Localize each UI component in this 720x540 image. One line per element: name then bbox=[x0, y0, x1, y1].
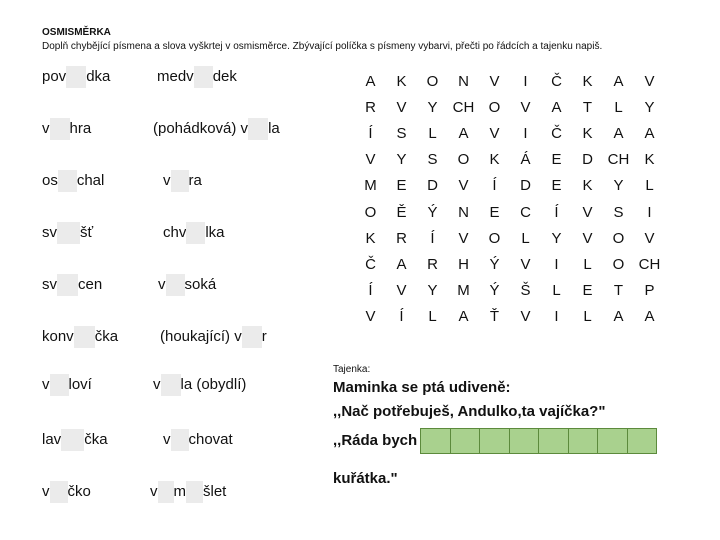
grid-cell[interactable]: Č bbox=[551, 124, 562, 142]
grid-cell[interactable]: A bbox=[458, 124, 469, 142]
missing-letter-field[interactable] bbox=[74, 326, 95, 348]
grid-cell[interactable]: Á bbox=[520, 151, 531, 169]
answer-end-text: kuřátka." bbox=[333, 470, 398, 487]
grid-cell[interactable]: Í bbox=[430, 229, 435, 247]
grid-cell[interactable]: K bbox=[582, 177, 593, 195]
grid-row bbox=[355, 120, 665, 146]
grid-cell[interactable]: O bbox=[488, 229, 501, 247]
answer-boxes bbox=[420, 428, 656, 454]
grid-cell[interactable]: A bbox=[613, 124, 624, 142]
grid-cell[interactable]: N bbox=[458, 203, 469, 221]
answer-box[interactable] bbox=[420, 428, 451, 454]
grid-cell[interactable]: V bbox=[365, 151, 376, 169]
word-search-grid bbox=[355, 68, 665, 330]
grid-cell[interactable]: I bbox=[554, 255, 559, 273]
question-line: Maminka se ptá udiveně: bbox=[333, 379, 511, 396]
grid-cell[interactable]: E bbox=[489, 203, 500, 221]
missing-letter-field[interactable] bbox=[57, 274, 78, 296]
missing-letter-field[interactable] bbox=[61, 429, 84, 451]
grid-cell[interactable]: D bbox=[520, 177, 531, 195]
grid-cell[interactable]: E bbox=[582, 282, 593, 300]
grid-cell[interactable]: V bbox=[644, 229, 655, 247]
grid-cell[interactable]: V bbox=[365, 308, 376, 326]
grid-row bbox=[355, 68, 665, 94]
grid-cell[interactable]: T bbox=[613, 282, 624, 300]
grid-row bbox=[355, 147, 665, 173]
word-item: chv lka bbox=[163, 222, 225, 244]
missing-letter-field[interactable] bbox=[57, 222, 80, 244]
missing-letter-field[interactable] bbox=[248, 118, 268, 140]
answer-box[interactable] bbox=[509, 428, 540, 454]
grid-cell[interactable]: K bbox=[582, 72, 593, 90]
word-item: (pohádková) v la bbox=[153, 118, 280, 140]
grid-cell[interactable]: CH bbox=[638, 255, 661, 273]
grid-cell[interactable]: CH bbox=[607, 151, 630, 169]
grid-cell[interactable]: I bbox=[647, 203, 652, 221]
missing-letter-field[interactable] bbox=[66, 66, 86, 88]
grid-cell[interactable]: K bbox=[644, 151, 655, 169]
grid-cell[interactable]: V bbox=[520, 98, 531, 116]
grid-cell[interactable]: V bbox=[582, 203, 593, 221]
missing-letter-field[interactable] bbox=[50, 481, 68, 503]
grid-cell[interactable]: H bbox=[458, 255, 469, 273]
grid-cell[interactable]: M bbox=[457, 282, 470, 300]
grid-cell[interactable]: L bbox=[614, 98, 623, 116]
grid-row bbox=[355, 251, 665, 277]
word-item: v hra bbox=[42, 118, 91, 140]
grid-cell[interactable]: Y bbox=[613, 177, 624, 195]
grid-cell[interactable]: E bbox=[551, 177, 562, 195]
grid-cell[interactable]: Ý bbox=[427, 203, 438, 221]
grid-cell[interactable]: V bbox=[489, 72, 500, 90]
word-item: v la (obydlí) bbox=[153, 374, 246, 396]
grid-cell[interactable]: V bbox=[396, 98, 407, 116]
grid-cell[interactable]: N bbox=[458, 72, 469, 90]
grid-cell[interactable]: A bbox=[613, 308, 624, 326]
grid-cell[interactable]: M bbox=[364, 177, 377, 195]
grid-cell[interactable]: CH bbox=[452, 98, 475, 116]
grid-cell[interactable]: O bbox=[612, 229, 625, 247]
grid-cell[interactable]: L bbox=[521, 229, 530, 247]
grid-cell[interactable]: L bbox=[645, 177, 654, 195]
grid-cell[interactable]: K bbox=[489, 151, 500, 169]
grid-cell[interactable]: K bbox=[582, 124, 593, 142]
grid-cell[interactable]: I bbox=[554, 308, 559, 326]
grid-cell[interactable]: R bbox=[365, 98, 376, 116]
grid-cell[interactable]: Y bbox=[551, 229, 562, 247]
missing-letter-field[interactable] bbox=[186, 222, 205, 244]
grid-cell[interactable]: E bbox=[551, 151, 562, 169]
answer-box[interactable] bbox=[627, 428, 658, 454]
missing-letter-field[interactable] bbox=[171, 429, 189, 451]
grid-cell[interactable]: L bbox=[428, 124, 437, 142]
grid-cell[interactable]: Ý bbox=[489, 255, 500, 273]
missing-letter-field[interactable] bbox=[50, 118, 70, 140]
grid-cell[interactable]: A bbox=[458, 308, 469, 326]
answer-box[interactable] bbox=[479, 428, 510, 454]
grid-cell[interactable]: V bbox=[520, 255, 531, 273]
grid-row bbox=[355, 199, 665, 225]
word-item: v soká bbox=[158, 274, 216, 296]
grid-cell[interactable]: D bbox=[582, 151, 593, 169]
grid-cell[interactable]: L bbox=[583, 308, 592, 326]
word-item: v ra bbox=[163, 170, 202, 192]
grid-cell[interactable]: Š bbox=[520, 282, 531, 300]
word-item: (houkající) v r bbox=[160, 326, 267, 348]
grid-cell[interactable]: Y bbox=[644, 98, 655, 116]
grid-cell[interactable]: R bbox=[427, 255, 438, 273]
word-item: konv čka bbox=[42, 326, 118, 348]
grid-cell[interactable]: L bbox=[552, 282, 561, 300]
grid-cell[interactable]: S bbox=[427, 151, 438, 169]
answer-box[interactable] bbox=[450, 428, 481, 454]
grid-cell[interactable]: Ě bbox=[396, 203, 407, 221]
grid-cell[interactable]: Ť bbox=[489, 308, 500, 326]
grid-cell[interactable]: I bbox=[523, 124, 528, 142]
grid-cell[interactable]: L bbox=[583, 255, 592, 273]
grid-cell[interactable]: K bbox=[396, 72, 407, 90]
grid-cell[interactable]: S bbox=[396, 124, 407, 142]
missing-letter-field[interactable] bbox=[194, 66, 213, 88]
grid-cell[interactable]: Y bbox=[396, 151, 407, 169]
grid-cell[interactable]: R bbox=[396, 229, 407, 247]
grid-cell[interactable]: V bbox=[644, 72, 655, 90]
word-item: os chal bbox=[42, 170, 104, 192]
grid-cell[interactable]: Y bbox=[427, 98, 438, 116]
missing-letter-field[interactable] bbox=[50, 374, 69, 396]
missing-letter-field[interactable] bbox=[186, 481, 203, 503]
grid-cell[interactable]: Í bbox=[399, 308, 404, 326]
answer-box[interactable] bbox=[568, 428, 599, 454]
grid-row bbox=[355, 278, 665, 304]
answer-start-text: ,,Ráda bych bbox=[333, 432, 418, 449]
grid-cell[interactable]: Í bbox=[368, 282, 373, 300]
grid-cell[interactable]: V bbox=[396, 282, 407, 300]
missing-letter-field[interactable] bbox=[166, 274, 185, 296]
grid-cell[interactable]: O bbox=[364, 203, 377, 221]
grid-cell[interactable]: O bbox=[457, 151, 470, 169]
grid-cell[interactable]: V bbox=[489, 124, 500, 142]
word-item: pov dka bbox=[42, 66, 110, 88]
missing-letter-field[interactable] bbox=[242, 326, 262, 348]
grid-cell[interactable]: D bbox=[427, 177, 438, 195]
question-line: ,,Nač potřebuješ, Andulko,ta vajíčka?" bbox=[333, 403, 606, 420]
answer-box[interactable] bbox=[597, 428, 628, 454]
page-title: OSMISMĚRKA bbox=[42, 27, 111, 38]
grid-cell[interactable]: A bbox=[644, 124, 655, 142]
missing-letter-field[interactable] bbox=[161, 374, 181, 396]
grid-cell[interactable]: O bbox=[426, 72, 439, 90]
grid-cell[interactable]: O bbox=[612, 255, 625, 273]
grid-cell[interactable]: V bbox=[458, 177, 469, 195]
word-item: sv šť bbox=[42, 222, 93, 244]
grid-cell[interactable]: T bbox=[582, 98, 593, 116]
grid-row bbox=[355, 173, 665, 199]
grid-cell[interactable]: A bbox=[365, 72, 376, 90]
grid-cell[interactable]: V bbox=[520, 308, 531, 326]
grid-cell[interactable]: O bbox=[488, 98, 501, 116]
grid-cell[interactable]: E bbox=[396, 177, 407, 195]
word-item: sv cen bbox=[42, 274, 102, 296]
word-item: v čko bbox=[42, 481, 91, 503]
missing-letter-field[interactable] bbox=[58, 170, 77, 192]
grid-cell[interactable]: V bbox=[582, 229, 593, 247]
grid-row bbox=[355, 94, 665, 120]
grid-cell[interactable]: Í bbox=[554, 203, 559, 221]
grid-cell[interactable]: A bbox=[396, 255, 407, 273]
grid-cell[interactable]: K bbox=[365, 229, 376, 247]
grid-cell[interactable]: S bbox=[613, 203, 624, 221]
grid-cell[interactable]: Č bbox=[551, 72, 562, 90]
grid-row bbox=[355, 304, 665, 330]
missing-letter-field[interactable] bbox=[171, 170, 189, 192]
grid-cell[interactable]: Č bbox=[365, 255, 376, 273]
grid-cell[interactable]: C bbox=[520, 203, 531, 221]
word-item: v loví bbox=[42, 374, 92, 396]
word-item: v m šlet bbox=[150, 481, 226, 503]
word-item: v chovat bbox=[163, 429, 233, 451]
grid-row bbox=[355, 225, 665, 251]
solution-label: Tajenka: bbox=[333, 364, 371, 375]
grid-cell[interactable]: I bbox=[523, 72, 528, 90]
instructions: Doplň chybějící písmena a slova vyškrtej v osmisměrce. Zbývající políčka s písmeny vybarvi, přečti po řádcích a tajenku napiš. bbox=[42, 41, 603, 52]
grid-cell[interactable]: P bbox=[644, 282, 655, 300]
grid-cell[interactable]: Í bbox=[368, 124, 373, 142]
answer-box[interactable] bbox=[538, 428, 569, 454]
grid-cell[interactable]: Í bbox=[492, 177, 497, 195]
word-item: medv dek bbox=[157, 66, 237, 88]
grid-cell[interactable]: A bbox=[644, 308, 655, 326]
grid-cell[interactable]: A bbox=[613, 72, 624, 90]
grid-cell[interactable]: A bbox=[551, 98, 562, 116]
missing-letter-field[interactable] bbox=[158, 481, 174, 503]
grid-cell[interactable]: L bbox=[428, 308, 437, 326]
grid-cell[interactable]: V bbox=[458, 229, 469, 247]
grid-cell[interactable]: Ý bbox=[489, 282, 500, 300]
word-item: lav čka bbox=[42, 429, 108, 451]
grid-cell[interactable]: Y bbox=[427, 282, 438, 300]
